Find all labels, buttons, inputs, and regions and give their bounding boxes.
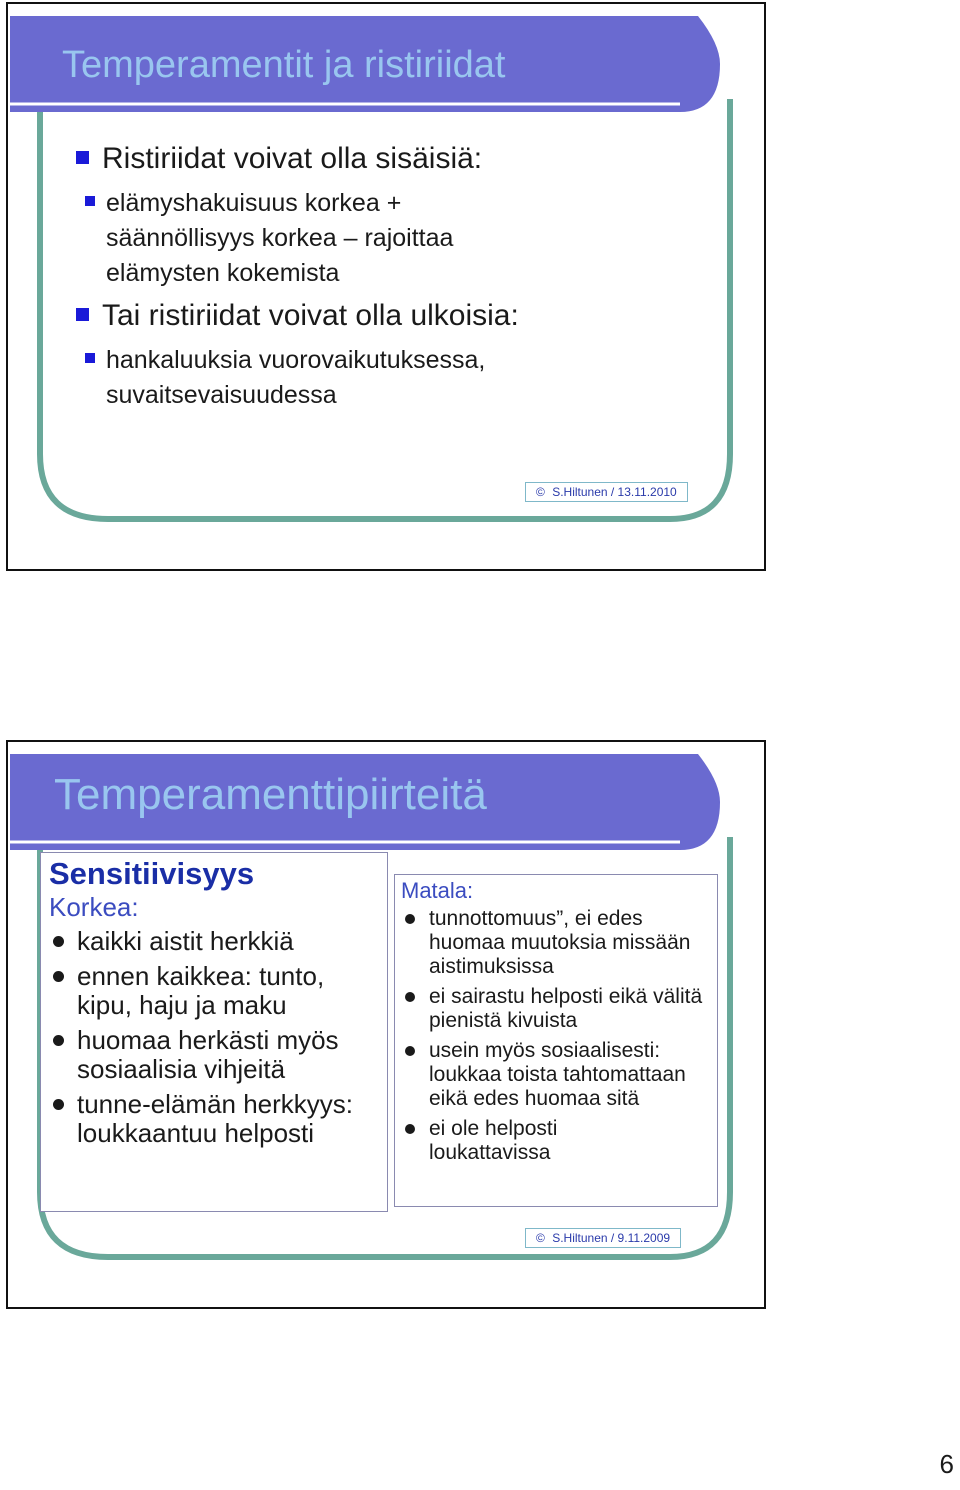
square-bullet-icon — [76, 151, 89, 164]
square-bullet-icon — [85, 353, 95, 363]
square-bullet-icon — [85, 196, 95, 206]
box-label: Korkea: — [49, 892, 139, 922]
slide-1-content — [70, 142, 710, 421]
slide-1-title: Temperamentit ja ristiriidat — [62, 44, 506, 86]
dot-bullet-icon — [53, 1099, 64, 1110]
high-sensitivity-box — [40, 852, 388, 1212]
box-label: Matala: — [401, 878, 474, 903]
list-item: usein myös sosiaalisesti: loukkaa toista tahtomattaan eikä edes huomaa sitä — [401, 1039, 711, 1111]
list-item: ei sairastu helposti eikä välitä pienistä kivuista — [401, 985, 711, 1033]
low-sensitivity-box — [394, 874, 718, 1207]
dot-bullet-icon — [405, 992, 415, 1002]
dot-bullet-icon — [53, 936, 64, 947]
dot-bullet-icon — [405, 914, 415, 924]
copyright-symbol: © — [536, 485, 545, 499]
slide-2-title: Temperamenttipiirteitä — [54, 770, 487, 819]
list-item: ennen kaikkea: tunto, kipu, haju ja maku — [49, 962, 377, 1020]
list-item: ei ole helposti loukattavissa — [401, 1117, 649, 1165]
copyright-symbol: © — [536, 1231, 545, 1245]
slide-1 — [6, 2, 766, 571]
box-heading: Sensitiivisyys — [49, 856, 255, 891]
dot-bullet-icon — [53, 1035, 64, 1046]
sub-bullet-1: elämyshakuisuus korkea + säännöllisyys korkea – rajoittaa elämysten kokemista — [74, 186, 536, 291]
list-item: huomaa herkästi myös sosiaalisia vihjeitä — [49, 1026, 377, 1084]
dot-bullet-icon — [405, 1124, 415, 1134]
slide-2-footer: © S.Hiltunen / 9.11.2009 — [525, 1228, 681, 1248]
sub-bullet-2: hankaluuksia vuorovaikutuksessa, suvaitsevaisuudessa — [74, 343, 576, 413]
dot-bullet-icon — [53, 971, 64, 982]
page-number: 6 — [939, 1449, 954, 1479]
list-item: tunne-elämän herkkyys: loukkaantuu helposti — [49, 1090, 377, 1148]
bullet-2: Tai ristiriidat voivat olla ulkoisia: — [70, 299, 710, 333]
square-bullet-icon — [76, 308, 89, 321]
slide-2 — [6, 740, 766, 1309]
bullet-1: Ristiriidat voivat olla sisäisiä: — [70, 142, 710, 176]
dot-bullet-icon — [405, 1046, 415, 1056]
slide-1-footer: © S.Hiltunen / 13.11.2010 — [525, 482, 688, 502]
list-item: tunnottomuus”, ei edes huomaa muutoksia missään aistimuksissa — [401, 907, 711, 979]
list-item: kaikki aistit herkkiä — [49, 927, 379, 956]
